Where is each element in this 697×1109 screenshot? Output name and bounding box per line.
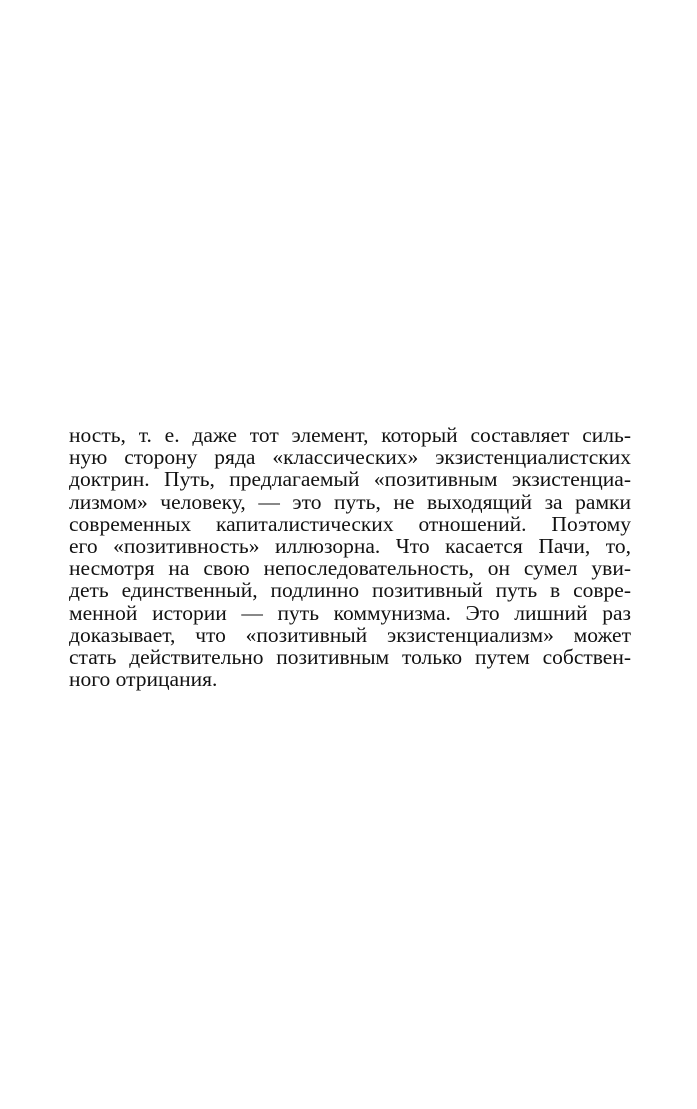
text-line: ность, т. е. даже тот элемент, который составляет силь- [69,423,631,447]
text-line: современных капиталистических отношений. Поэтому [69,511,631,536]
text-line: ную сторону ряда «классических» экзистенциалистских [69,445,631,470]
text-line: несмотря на свою непоследовательность, он сумел уви- [69,556,631,581]
text-line: менной истории — путь коммунизма. Это лишний раз [69,600,631,625]
text-line: стать действительно позитивным только путем собствен- [69,644,631,669]
text-line: его «позитивность» иллюзорна. Что касается Пачи, то, [69,533,631,558]
text-line: деть единственный, подлинно позитивный путь в совре- [69,578,631,603]
text-line: лизмом» человеку, — это путь, не выходящий за рамки [69,489,631,514]
text-line: доктрин. Путь, предлагаемый «позитивным экзистенциа- [69,467,631,492]
body-paragraph [69,424,631,690]
text-line-last: ного отрицания. [69,667,218,692]
text-line: доказывает, что «позитивный экзистенциализм» может [69,622,631,647]
